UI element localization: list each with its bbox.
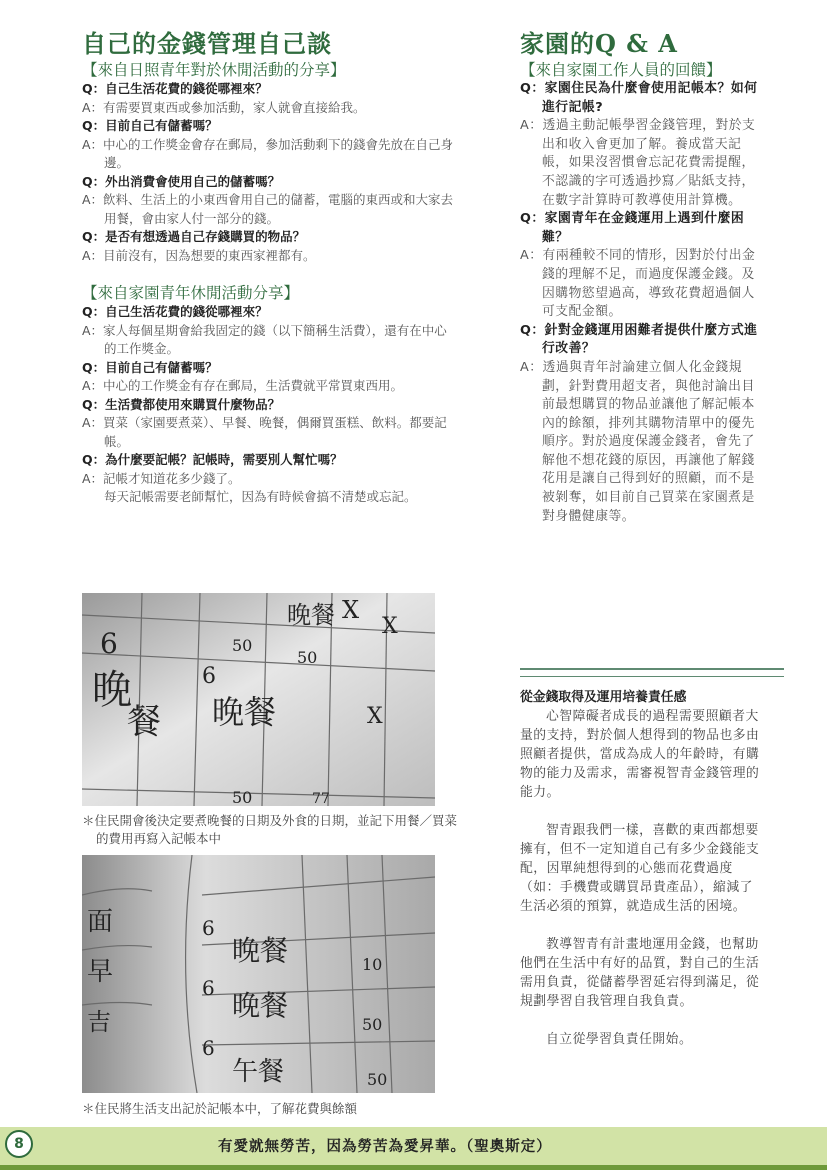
svg-text:50: 50 [232,788,253,806]
svg-text:50: 50 [362,1015,383,1034]
answer: A：有需要買東西或參加活動，家人就會直接給我。 [82,99,366,115]
question: Q：目前自己有儲蓄嗎？ [82,359,218,375]
photo-caption: ＊住民將生活支出記於記帳本中，了解花費與餘額 [82,1101,358,1116]
svg-text:77: 77 [312,791,330,806]
svg-text:X: X [342,596,360,624]
svg-text:6: 6 [100,627,118,660]
section-subtitle: 【來自日照青年對於休閒活動的分享】 [82,61,346,79]
answer: A：家人每個星期會給我固定的錢（以下簡稱生活費），還有在中心的工作獎金。 [82,322,447,356]
right-column [520,0,765,526]
question: Q：自己生活花費的錢從哪裡來？ [82,81,268,96]
svg-text:早: 早 [87,957,114,987]
section-subtitle: 【來自家園青年休閒活動分享】 [82,284,300,302]
svg-text:6: 6 [202,976,215,1000]
svg-text:面: 面 [87,907,114,937]
question: Q：生活費都使用來購買什麼物品？ [82,396,281,412]
answer: A：透過與青年討論建立個人化金錢規劃，針對費用超支者，與他討論出目前最想購買的物品並讓他了解記帳本內的餘額，排列其購物清單中的優先順序。對於過度保護金錢者，會先了解他不想花錢的原因，再讓他了解錢花用是讓自己得到好的照顧，而不是被剝奪，如目前自己買菜在家園煮是對身體健康等。 [520,359,755,524]
essay [520,688,765,1068]
svg-text:50: 50 [367,1070,388,1089]
notebook-photo [82,855,435,1093]
essay-paragraph: 智青跟我們一樣，喜歡的東西都想要擁有，但不一定知道自己有多少金錢能支配，因單純想得到的心態而花費過度（如：手機費或購買昂貴產品），縮減了生活必須的預算，就造成生活的困境。 [520,823,760,914]
footer-rule [0,1165,827,1170]
footer-motto: 有愛就無勞苦，因為勞苦為愛昇華。（聖奧斯定） [218,1138,552,1155]
photo-notebook [82,855,435,1093]
question: Q：是否有想透過自己存錢購買的物品？ [82,229,306,244]
answer [82,470,457,507]
answer: A：買菜（家園要煮菜）、早餐、晚餐，偶爾買蛋糕、飲料。都要記帳。 [82,415,447,449]
answer: A：目前沒有，因為想要的東西家裡都有。 [82,247,316,263]
qa-list [82,303,457,507]
photo-caption: ＊住民開會後決定要煮晚餐的日期及外食的日期，並記下用餐／買菜的費用再寫入記帳本中 [82,813,458,846]
essay-paragraph: 心智障礙者成長的過程需要照顧者大量的支持，對於個人想得到的物品也多由照顧者提供，當成為成人的年齡時，有購物的能力及需求，需審視智青金錢管理的能力。 [520,709,760,800]
svg-text:晚餐: 晚餐 [287,601,335,629]
question: Q：目前自己有儲蓄嗎？ [82,118,218,133]
answer: A：中心的工作獎金有存在郵局，生活費就平常買東西用。 [82,378,404,393]
svg-text:午餐: 午餐 [232,1057,285,1087]
essay-title: 從金錢取得及運用培養責任感 [520,690,687,705]
answer-extra: 每天記帳需要老師幫忙，因為有時候會搞不清楚或忘記。 [104,489,417,504]
section-subtitle: 【來自家園工作人員的回饋】 [520,61,722,79]
answer: A：飲料、生活上的小東西會用自己的儲蓄，電腦的東西或和大家去用餐，會由家人付一部分的錢。 [82,192,454,226]
article-title: 自己的金錢管理自己談 [82,29,332,58]
svg-text:X: X [382,614,398,639]
question: Q：針對金錢運用困難者提供什麼方式進行改善？ [520,322,758,357]
svg-text:晚餐: 晚餐 [212,693,277,731]
svg-text:吉: 吉 [87,1008,111,1036]
question: Q：家園青年在金錢運用上遇到什麼困難？ [520,211,745,245]
svg-text:50: 50 [297,648,318,667]
question: Q：為什麼要記帳？記帳時，需要別人幫忙嗎？ [82,452,343,467]
svg-text:6: 6 [202,664,216,689]
svg-text:6: 6 [202,916,215,940]
qa-title: 家園的Q & A [520,29,678,58]
page-number: 8 [5,1130,33,1158]
question: Q：自己生活花費的錢從哪裡來？ [82,304,268,319]
answer: A：中心的工作獎金會存在郵局，參加活動剩下的錢會先放在自己身邊。 [82,136,454,170]
svg-text:晚餐: 晚餐 [232,989,289,1022]
qa-list [520,80,765,526]
answer: A：透過主動記帳學習金錢管理，對於支出和收入會更加了解。養成當天記帳，如果沒習慣會忘記花費需提醒，不認識的字可透過抄寫／貼紙支持，在數字計算時可教導使用計算機。 [520,118,756,208]
svg-text:10: 10 [362,955,383,974]
section-divider [520,668,784,677]
qa-list [82,80,457,265]
photo-account-book [82,593,435,806]
svg-text:晚: 晚 [92,667,132,713]
svg-text:餐: 餐 [127,702,161,742]
svg-text:晚餐: 晚餐 [232,934,289,967]
question: Q：外出消費會使用自己的儲蓄嗎？ [82,173,281,189]
answer-text: A：記帳才知道花多少錢了。 [82,470,241,486]
answer: A：有兩種較不同的情形，因對於付出金錢的理解不足，而過度保護金錢。及因購物慾望過高，導致花費超過個人可支配金額。 [520,248,756,320]
essay-paragraph: 教導智青有計畫地運用金錢，也幫助他們在生活中有好的品質，對自己的生活需用負責，從儲蓄學習延宕得到滿足，從規劃學習自我管理自我負責。 [520,937,760,1009]
account-book-photo [82,593,435,806]
question: Q：家園住民為什麼會使用記帳本？如何進行記帳? [520,81,758,115]
svg-text:50: 50 [232,636,253,655]
footer-bar [0,1127,827,1165]
svg-text:X: X [367,704,383,729]
left-column [82,0,457,507]
essay-paragraph: 自立從學習負責任開始。 [546,1032,693,1047]
svg-text:6: 6 [202,1036,215,1060]
